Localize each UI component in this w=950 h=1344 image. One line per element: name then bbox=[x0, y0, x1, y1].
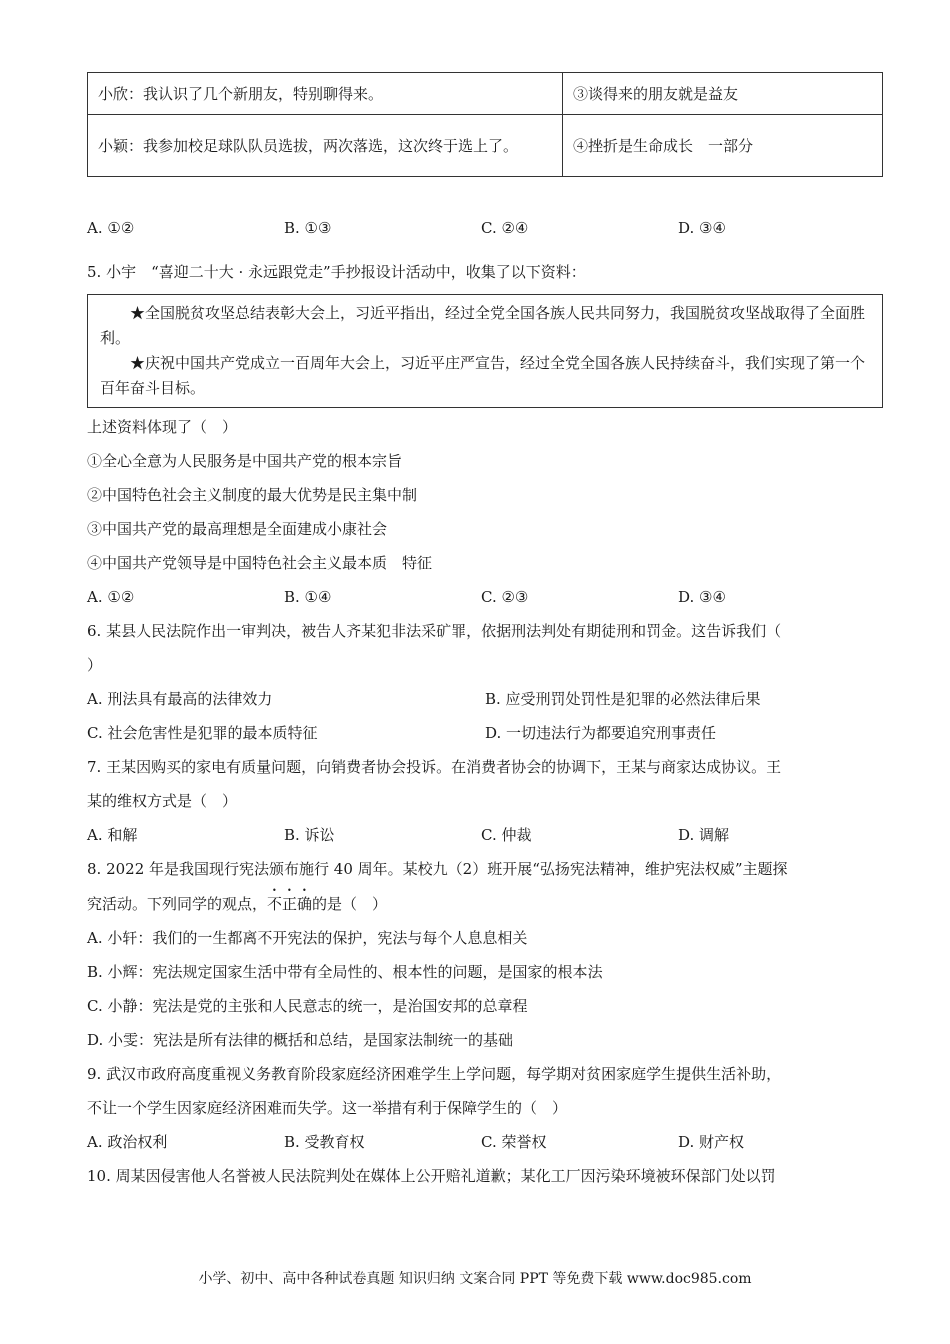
q6-options-row1 bbox=[87, 682, 883, 716]
q5-options bbox=[87, 580, 883, 614]
option-c[interactable]: C. 荣誉权 bbox=[481, 1133, 547, 1151]
exam-page bbox=[87, 72, 883, 1193]
option-d[interactable]: D. ③④ bbox=[678, 588, 726, 606]
q7-options bbox=[87, 818, 883, 852]
option-b[interactable]: B. 诉讼 bbox=[284, 826, 335, 844]
q4-options bbox=[87, 211, 883, 245]
option-c[interactable]: C. 小静：宪法是党的主张和人民意志的统一，是治国安邦的总章程 bbox=[87, 997, 528, 1015]
q5-item: ①全心全意为人民服务是中国共产党的根本宗旨 bbox=[87, 452, 403, 470]
q5-item: ③中国共产党的最高理想是全面建成小康社会 bbox=[87, 520, 388, 538]
table-row bbox=[88, 115, 883, 177]
q5-item: ④中国共产党领导是中国特色社会主义最本质 特征 bbox=[87, 554, 433, 572]
option-a[interactable]: A. ①② bbox=[87, 588, 135, 606]
q8-stem-cont bbox=[87, 886, 883, 921]
q9-stem-cont: 不让一个学生因家庭经济困难而失学。这一举措有利于保障学生的（ ） bbox=[87, 1099, 568, 1117]
table-cell: ③谈得来的朋友就是益友 bbox=[563, 73, 883, 115]
q8-stem-part: 的是（ ） bbox=[312, 895, 388, 913]
q4-statement-table bbox=[87, 72, 883, 177]
option-a[interactable]: A. ①② bbox=[87, 219, 135, 237]
material-paragraph: ★全国脱贫攻坚总结表彰大会上，习近平指出，经过全党全国各族人民共同努力，我国脱贫攻坚战取得了全面胜利。 bbox=[100, 304, 866, 347]
table-row bbox=[88, 73, 883, 115]
q8-emphasis-word: 不正确 bbox=[267, 895, 313, 913]
table-cell: ④挫折是生命成长 一部分 bbox=[563, 115, 883, 177]
option-a[interactable]: A. 刑法具有最高的法律效力 bbox=[87, 690, 273, 708]
q8-stem-part: 究活动。下列同学的观点， bbox=[87, 895, 268, 913]
q9-stem: 9. 武汉市政府高度重视义务教育阶段家庭经济困难学生上学问题，每学期对贫困家庭学生提供生活补助， bbox=[87, 1065, 782, 1083]
q7-stem-cont: 某的维权方式是（ ） bbox=[87, 792, 238, 810]
option-b[interactable]: B. 小辉：宪法规定国家生活中带有全局性的、根本性的问题，是国家的根本法 bbox=[87, 963, 603, 981]
option-d[interactable]: D. 财产权 bbox=[678, 1133, 745, 1151]
q6-stem: 6. 某县人民法院作出一审判决，被告人齐某犯非法采矿罪，依据刑法判处有期徒刑和罚金。这告诉我们（ bbox=[87, 622, 782, 640]
option-d[interactable]: D. ③④ bbox=[678, 219, 726, 237]
option-c[interactable]: C. ②④ bbox=[481, 219, 529, 237]
material-paragraph: ★庆祝中国共产党成立一百周年大会上，习近平庄严宣告，经过全党全国各族人民持续奋斗，我们实现了第一个百年奋斗目标。 bbox=[100, 354, 866, 397]
option-b[interactable]: B. 应受刑罚处罚性是犯罪的必然法律后果 bbox=[485, 690, 761, 708]
option-c[interactable]: C. 仲裁 bbox=[481, 826, 532, 844]
option-c[interactable]: C. 社会危害性是犯罪的最本质特征 bbox=[87, 724, 318, 742]
table-cell: 小欣：我认识了几个新朋友，特别聊得来。 bbox=[88, 73, 563, 115]
option-b[interactable]: B. 受教育权 bbox=[284, 1133, 365, 1151]
q6-stem-cont: ） bbox=[87, 656, 103, 674]
q7-stem: 7. 王某因购买的家电有质量问题，向销费者协会投诉。在消费者协会的协调下，王某与商家达成协议。王 bbox=[87, 758, 782, 776]
option-a[interactable]: A. 和解 bbox=[87, 826, 138, 844]
q5-question: 上述资料体现了（ ） bbox=[87, 418, 238, 436]
option-c[interactable]: C. ②③ bbox=[481, 588, 529, 606]
q5-item: ②中国特色社会主义制度的最大优势是民主集中制 bbox=[87, 486, 418, 504]
option-d[interactable]: D. 小雯：宪法是所有法律的概括和总结，是国家法制统一的基础 bbox=[87, 1031, 514, 1049]
option-d[interactable]: D. 一切违法行为都要追究刑事责任 bbox=[485, 724, 717, 742]
q5-stem: 5. 小宇 “喜迎二十大 · 永远跟党走”手抄报设计活动中，收集了以下资料： bbox=[87, 263, 586, 281]
option-d[interactable]: D. 调解 bbox=[678, 826, 730, 844]
table-cell: 小颖：我参加校足球队队员选拔，两次落选，这次终于选上了。 bbox=[88, 115, 563, 177]
option-a[interactable]: A. 政治权利 bbox=[87, 1133, 168, 1151]
option-b[interactable]: B. ①③ bbox=[284, 219, 332, 237]
q8-stem: 8. 2022 年是我国现行宪法颁布施行 40 周年。某校九（2）班开展“弘扬宪法精神，维护宪法权威”主题探 bbox=[87, 860, 788, 878]
q5-material-box bbox=[87, 294, 883, 408]
q6-options-row2 bbox=[87, 716, 883, 750]
page-footer: 小学、初中、高中各种试卷真题 知识归纳 文案合同 PPT 等免费下载 www.doc985.com bbox=[198, 1271, 752, 1287]
option-b[interactable]: B. ①④ bbox=[284, 588, 332, 606]
q9-options bbox=[87, 1125, 883, 1159]
option-a[interactable]: A. 小轩：我们的一生都离不开宪法的保护，宪法与每个人息息相关 bbox=[87, 929, 528, 947]
q10-stem: 10. 周某因侵害他人名誉被人民法院判处在媒体上公开赔礼道歉；某化工厂因污染环境被环保部门处以罚 bbox=[87, 1167, 776, 1185]
